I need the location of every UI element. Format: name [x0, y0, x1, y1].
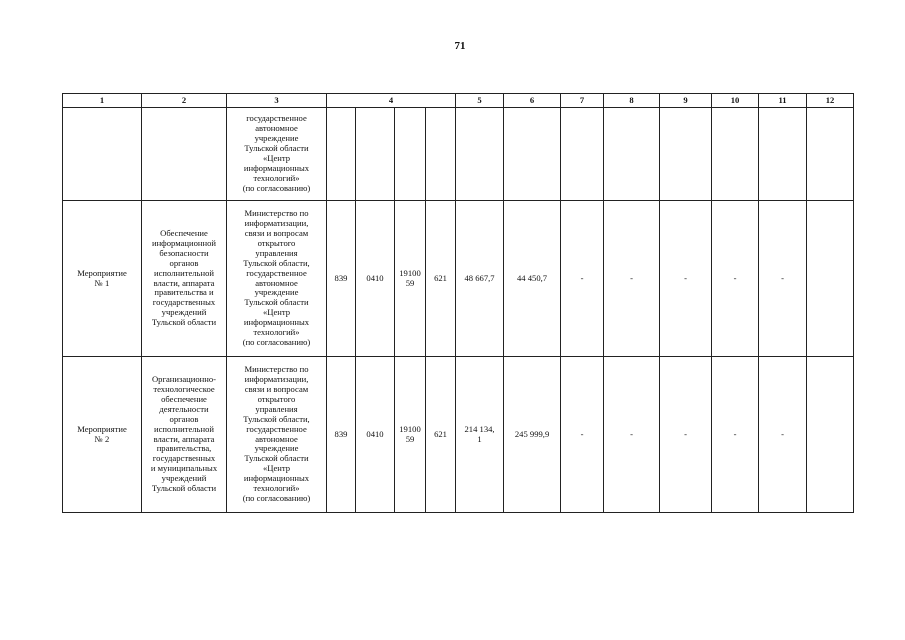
header-col-8: 8: [604, 94, 660, 108]
executor-cell: Министерство по информатизации, связи и вопросам открытого управления Тульской области, государственное автономное учреждение Тульской области «Центр информационных технологий» (по согласованию): [227, 201, 327, 357]
header-col-7: 7: [561, 94, 604, 108]
program-table: [62, 93, 854, 513]
cell-empty: [504, 108, 561, 201]
col5-cell: 48 667,7: [456, 201, 504, 357]
cell-empty: [426, 108, 456, 201]
col9-cell: -: [660, 201, 712, 357]
header-col-4: 4: [327, 94, 456, 108]
cell-empty: [142, 108, 227, 201]
header-col-3: 3: [227, 94, 327, 108]
header-col-11: 11: [759, 94, 807, 108]
cell-empty: [356, 108, 395, 201]
col9-cell: -: [660, 357, 712, 513]
code-c-cell: 19100 59: [395, 201, 426, 357]
col11-cell: -: [759, 201, 807, 357]
col12-cell: [807, 201, 854, 357]
cell-empty: [712, 108, 759, 201]
table-row-activity-1: [63, 201, 854, 357]
activity-name-cell: Мероприятие № 1: [63, 201, 142, 357]
col7-cell: -: [561, 201, 604, 357]
col11-cell: -: [759, 357, 807, 513]
header-row: [63, 94, 854, 108]
col8-cell: -: [604, 201, 660, 357]
col5-cell: 214 134, 1: [456, 357, 504, 513]
cell-empty: [395, 108, 426, 201]
header-col-6: 6: [504, 94, 561, 108]
code-a-cell: 839: [327, 357, 356, 513]
code-d-cell: 621: [426, 357, 456, 513]
activity-description-cell: Организационно- технологическое обеспечение деятельности органов исполнительной власти, аппарата правительства, государственных и муниципальных учреждений Тульской области: [142, 357, 227, 513]
page-number: 71: [454, 40, 466, 52]
col6-cell: 44 450,7: [504, 201, 561, 357]
cell-empty: [660, 108, 712, 201]
header-col-12: 12: [807, 94, 854, 108]
col6-cell: 245 999,9: [504, 357, 561, 513]
header-col-2: 2: [142, 94, 227, 108]
activity-description-cell: Обеспечение информационной безопасности органов исполнительной власти, аппарата правительства и государственных учреждений Тульской области: [142, 201, 227, 357]
code-c-cell: 19100 59: [395, 357, 426, 513]
cell-empty: [327, 108, 356, 201]
header-col-1: 1: [63, 94, 142, 108]
table-row-activity-2: [63, 357, 854, 513]
header-col-5: 5: [456, 94, 504, 108]
col12-cell: [807, 357, 854, 513]
executor-cell: государственное автономное учреждение Тульской области «Центр информационных технологий» (по согласованию): [227, 108, 327, 201]
table-row-continuation: [63, 108, 854, 201]
code-a-cell: 839: [327, 201, 356, 357]
code-b-cell: 0410: [356, 201, 395, 357]
cell-empty: [759, 108, 807, 201]
activity-name-cell: Мероприятие № 2: [63, 357, 142, 513]
code-d-cell: 621: [426, 201, 456, 357]
cell-empty: [604, 108, 660, 201]
cell-empty: [63, 108, 142, 201]
code-b-cell: 0410: [356, 357, 395, 513]
header-col-10: 10: [712, 94, 759, 108]
col7-cell: -: [561, 357, 604, 513]
col8-cell: -: [604, 357, 660, 513]
cell-empty: [456, 108, 504, 201]
cell-empty: [807, 108, 854, 201]
cell-empty: [561, 108, 604, 201]
col10-cell: -: [712, 201, 759, 357]
col10-cell: -: [712, 357, 759, 513]
header-col-9: 9: [660, 94, 712, 108]
executor-cell: Министерство по информатизации, связи и вопросам открытого управления Тульской области, государственное автономное учреждение Тульской области «Центр информационных технологий» (по согласованию): [227, 357, 327, 513]
